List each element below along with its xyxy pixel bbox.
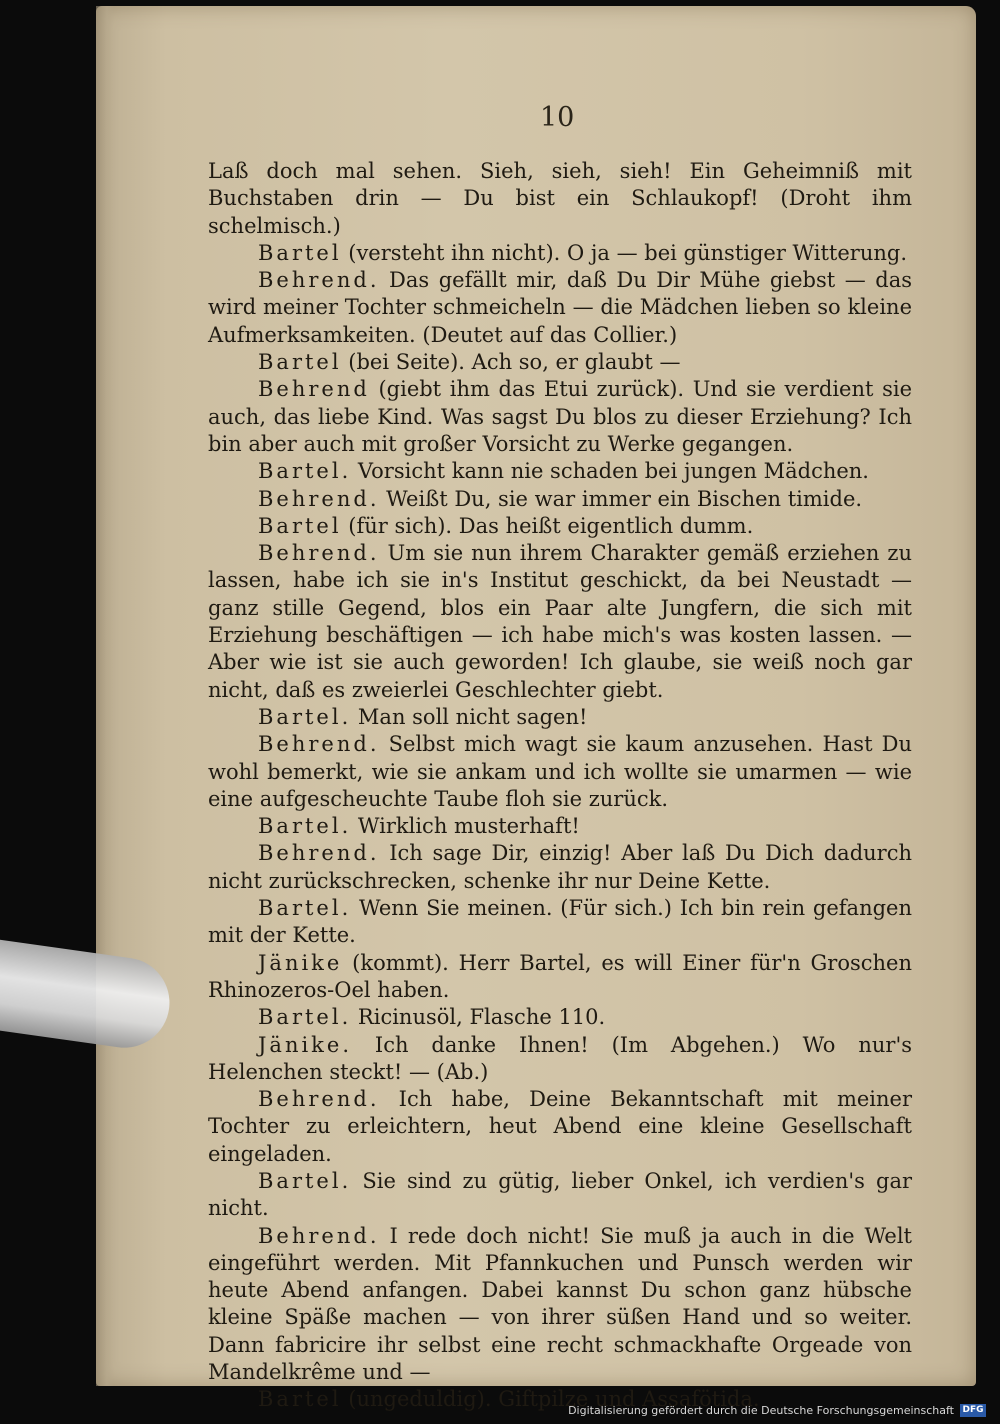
paragraph-text: (bei Seite). Ach so, er glaubt —	[341, 350, 681, 375]
text-paragraph	[208, 813, 912, 840]
page-gutter-shadow	[96, 6, 114, 1386]
text-paragraph	[208, 895, 912, 950]
paragraph-text: (giebt ihm das Etui zurück). Und sie verdient sie auch, das liebe Kind. Was sagst Du blos zu dieser Erziehung? Ich bin aber auch mit großer Vorsicht zu Werke gegangen.	[208, 377, 912, 456]
speaker-name: Bartel	[258, 1387, 342, 1412]
paragraph-text: Laß doch mal sehen. Sieh, sieh, sieh! Ein Geheimniß mit Buchstaben drin — Du bist ein Schlaukopf! (Droht ihm schelmisch.)	[208, 159, 912, 238]
speaker-name: Behrend.	[258, 841, 380, 866]
paragraph-text: Ich sage Dir, einzig! Aber laß Du Dich dadurch nicht zurückschrecken, schenke ihr nur Deine Kette.	[208, 841, 912, 893]
speaker-name: Behrend	[258, 377, 370, 402]
paragraph-text: (versteht ihn nicht). O ja — bei günstiger Witterung.	[341, 240, 907, 265]
text-paragraph	[208, 704, 912, 731]
paragraph-text: Selbst mich wagt sie kaum anzusehen. Hast Du wohl bemerkt, wie sie ankam und ich wollte sie umarmen — wie eine aufgescheuchte Taube floh sie zurück.	[208, 732, 912, 811]
paragraph-text: Wirklich musterhaft!	[351, 814, 580, 839]
text-paragraph	[208, 731, 912, 813]
paragraph-text: I rede doch nicht! Sie muß ja auch in die Welt eingeführt werden. Mit Pfannkuchen und Punsch werden wir heute Abend anfangen. Dabei kannst Du schon ganz hübsche kleine Späße machen — von ihrer süßen Hand und so weiter. Dann fabricire ihr selbst eine recht schmackhafte Orgeade von Mandelkrême und —	[208, 1223, 912, 1385]
page-text	[208, 158, 912, 1414]
speaker-name: Behrend.	[258, 541, 380, 566]
dfg-logo: DFG	[960, 1404, 986, 1417]
paragraph-text: (ungeduldig). Giftpilze und Assafötida.	[341, 1387, 760, 1412]
funding-note: Digitalisierung gefördert durch die Deutsche Forschungsgemeinschaft	[568, 1404, 954, 1417]
paragraph-text: Um sie nun ihrem Charakter gemäß erziehen zu lassen, habe ich sie in's Institut geschickt, da bei Neustadt — ganz stille Gegend, blos ein Paar alte Jungfern, die sich mit Erziehung beschäftigen — ich habe mich's was kosten lassen. — Aber wie ist sie auch geworden! Ich glaube, sie weiß noch gar nicht, daß es zweierlei Geschlechter giebt.	[208, 541, 912, 702]
paragraph-text: Weißt Du, sie war immer ein Bischen timide.	[379, 486, 863, 511]
text-paragraph	[208, 840, 912, 895]
paragraph-text: Wenn Sie meinen. (Für sich.) Ich bin rein gefangen mit der Kette.	[208, 896, 912, 948]
paragraph-text: Ich danke Ihnen! (Im Abgehen.) Wo nur's Helenchen steckt! — (Ab.)	[208, 1032, 912, 1084]
text-paragraph	[208, 540, 912, 704]
text-paragraph	[208, 240, 912, 267]
speaker-name: Behrend.	[258, 268, 380, 293]
text-paragraph	[208, 1032, 912, 1087]
speaker-name: Jänike.	[258, 1032, 353, 1057]
speaker-name: Behrend.	[258, 1223, 380, 1248]
paragraph-text: (für sich). Das heißt eigentlich dumm.	[341, 513, 754, 538]
paragraph-text: Vorsicht kann nie schaden bei jungen Mädchen.	[351, 459, 869, 484]
speaker-name: Behrend.	[258, 1087, 380, 1112]
speaker-name: Bartel.	[258, 1168, 352, 1193]
speaker-name: Bartel	[258, 240, 342, 265]
speaker-name: Behrend.	[258, 486, 380, 511]
text-paragraph	[208, 513, 912, 540]
text-paragraph	[208, 950, 912, 1005]
speaker-name: Bartel.	[258, 1005, 352, 1030]
speaker-name: Bartel.	[258, 459, 352, 484]
speaker-name: Bartel	[258, 350, 342, 375]
text-paragraph	[208, 267, 912, 349]
paragraph-text: (kommt). Herr Bartel, es will Einer für'n Groschen Rhinozeros-Oel haben.	[208, 950, 912, 1002]
paragraph-text: Man soll nicht sagen!	[351, 704, 588, 729]
speaker-name: Jänike	[258, 950, 343, 975]
text-paragraph	[208, 486, 912, 513]
text-paragraph	[208, 1004, 912, 1031]
text-paragraph	[208, 349, 912, 376]
paragraph-text: Ich habe, Deine Bekanntschaft mit meiner Tochter zu erleichtern, heut Abend eine kleine Gesellschaft eingeladen.	[208, 1087, 912, 1166]
speaker-name: Bartel	[258, 513, 342, 538]
digitization-footer	[568, 1404, 986, 1417]
text-paragraph	[208, 158, 912, 240]
speaker-name: Behrend.	[258, 732, 380, 757]
page-number: 10	[540, 102, 575, 133]
text-paragraph	[208, 1086, 912, 1168]
paragraph-text: Ricinusöl, Flasche 110.	[351, 1005, 606, 1030]
text-paragraph	[208, 1168, 912, 1223]
paragraph-text: Sie sind zu gütig, lieber Onkel, ich verdien's gar nicht.	[208, 1168, 912, 1221]
text-paragraph	[208, 458, 912, 485]
text-paragraph	[208, 376, 912, 458]
paragraph-text: Das gefällt mir, daß Du Dir Mühe giebst — das wird meiner Tochter schmeicheln — die Mädchen lieben so kleine Aufmerksamkeiten. (Deutet auf das Collier.)	[208, 268, 912, 347]
speaker-name: Bartel.	[258, 704, 352, 729]
speaker-name: Bartel.	[258, 814, 352, 839]
text-paragraph	[208, 1223, 912, 1387]
speaker-name: Bartel.	[258, 896, 352, 921]
